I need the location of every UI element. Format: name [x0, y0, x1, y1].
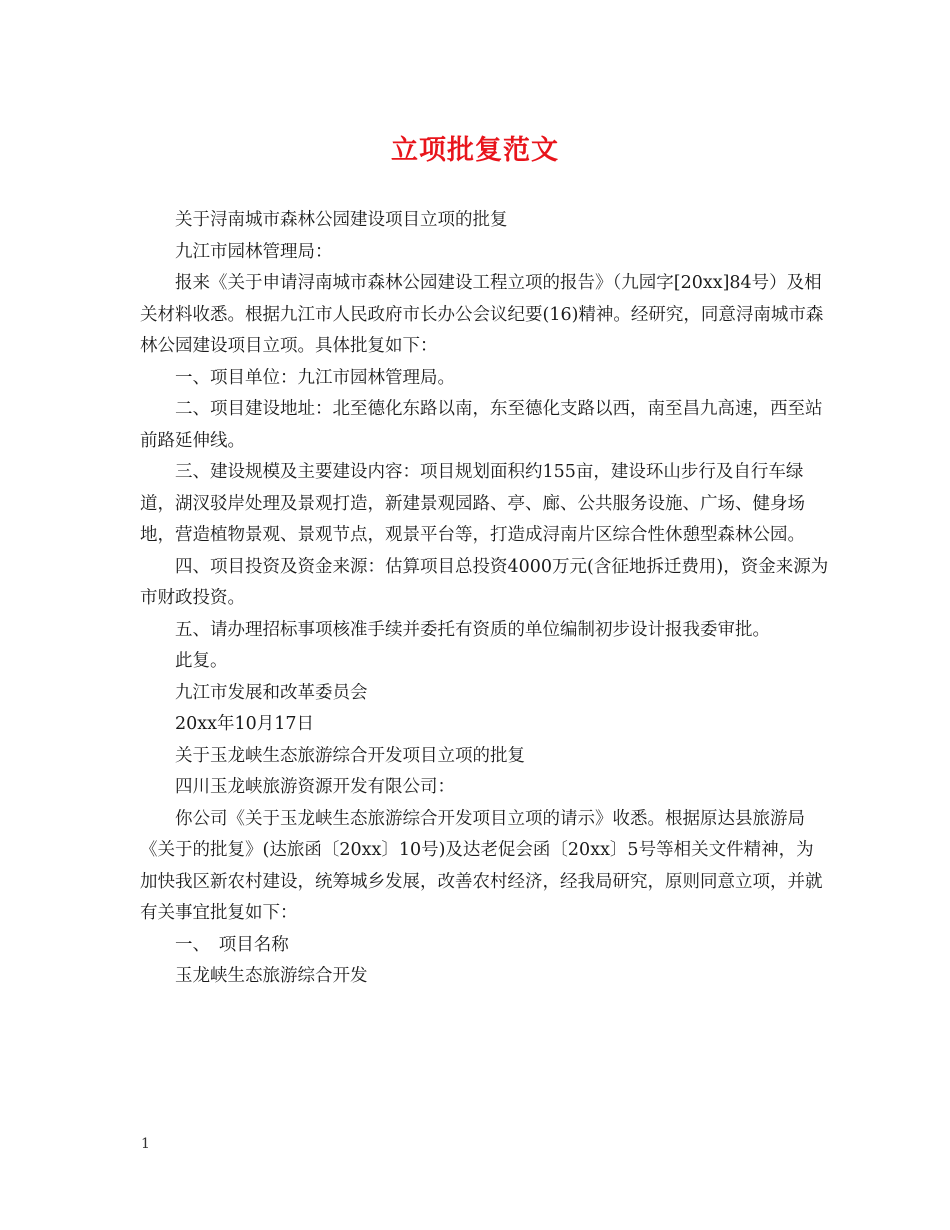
paragraph: 此复。 — [175, 651, 228, 671]
page-number: 1 — [141, 1136, 150, 1152]
paragraph: 20xx年10月17日 — [175, 714, 315, 734]
paragraph: 玉龙峡生态旅游综合开发 — [175, 966, 368, 986]
paragraph: 关于玉龙峡生态旅游综合开发项目立项的批复 — [175, 745, 525, 766]
paragraph: 五、请办理招标事项核准手续并委托有资质的单位编制初步设计报我委审批。 — [175, 619, 770, 640]
paragraph: 一、 项目名称 — [175, 934, 289, 955]
paragraph: 你公司《关于玉龙峡生态旅游综合开发项目立项的请示》收悉。根据原达县旅游局《关于的批复》(达旅函〔20xx〕10号)及达老促会函〔20xx〕5号等相关文件精神，为加快我区新农村建设，统筹城乡发展，改善农村经济，经我局研究，原则同意立项，并就有关事宜批复如下： — [140, 808, 823, 923]
paragraph: 九江市发展和改革委员会 — [175, 682, 368, 703]
paragraph: 四川玉龙峡旅游资源开发有限公司： — [175, 777, 455, 797]
paragraph: 二、项目建设地址：北至德化东路以南，东至德化支路以西，南至昌九高速，西至站前路延伸线。 — [140, 399, 823, 451]
paragraph: 一、项目单位：九江市园林管理局。 — [175, 367, 455, 388]
paragraph: 三、建设规模及主要建设内容：项目规划面积约155亩，建设环山步行及自行车绿道，湖汊驳岸处理及景观打造，新建景观园路、亭、廊、公共服务设施、广场、健身场地，营造植物景观、景观节点，观景平台等，打造成浔南片区综合性休憩型森林公园。 — [140, 462, 805, 545]
document-title: 立项批复范文 — [391, 135, 559, 166]
paragraph: 报来《关于申请浔南城市森林公园建设工程立项的报告》（九园字[20xx]84号）及相关材料收悉。根据九江市人民政府市长办公会议纪要(16)精神。经研究，同意浔南城市森林公园建设项目立项。具体批复如下： — [140, 273, 824, 356]
paragraph: 四、项目投资及资金来源：估算项目总投资4000万元(含征地拆迁费用)，资金来源为市财政投资。 — [140, 556, 829, 608]
paragraph: 关于浔南城市森林公园建设项目立项的批复 — [175, 210, 508, 230]
paragraph: 九江市园林管理局： — [175, 241, 333, 262]
document-body — [140, 205, 830, 993]
